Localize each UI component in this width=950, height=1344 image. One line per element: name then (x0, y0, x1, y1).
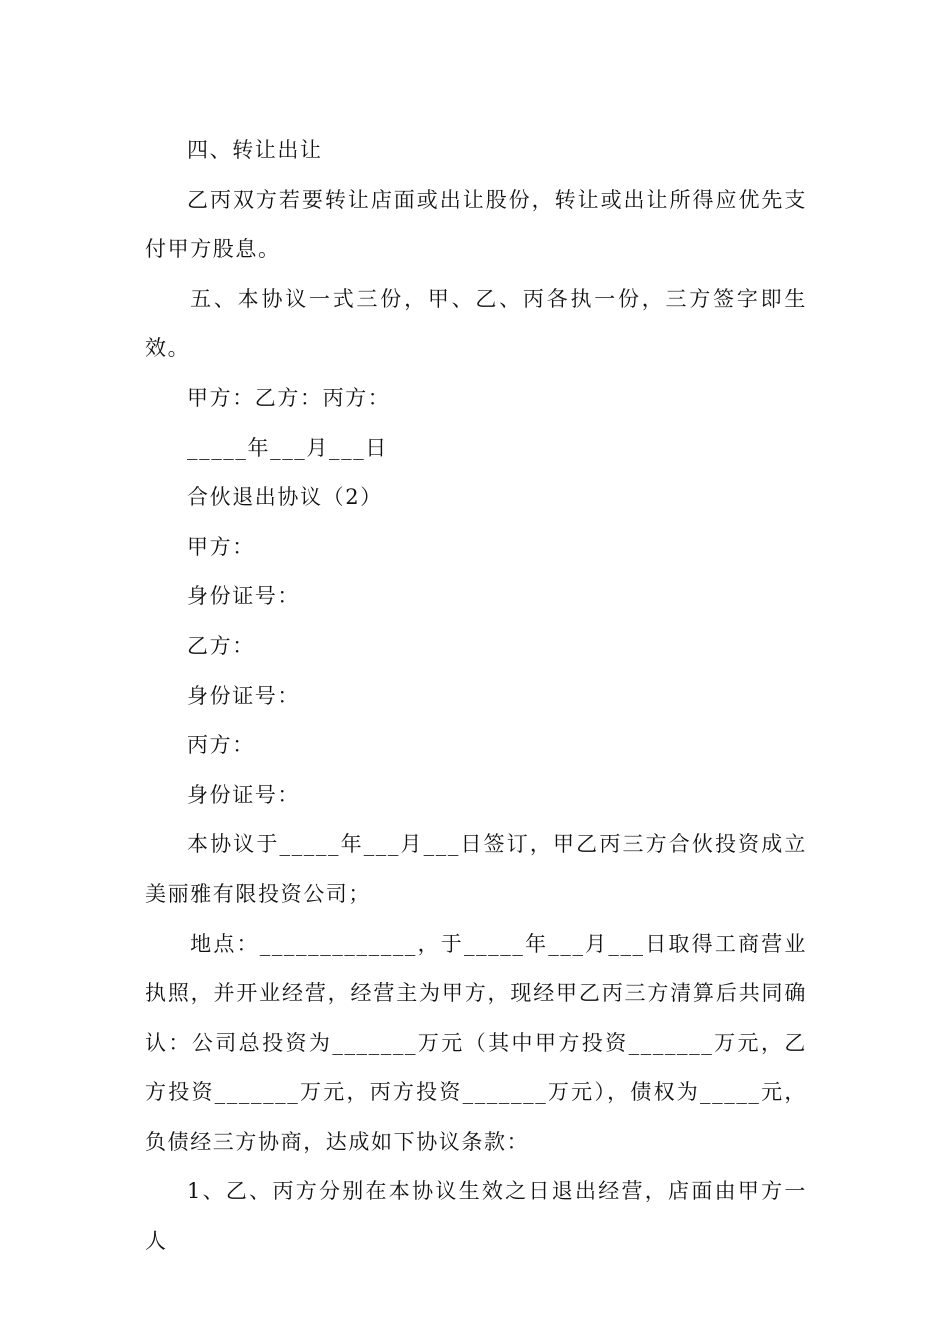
date-line: _____年___月___日 (187, 435, 388, 460)
paragraph-signing-date: 本协议于_____年___月___日签订，甲乙丙三方合伙投资成立美丽雅有限投资公司； (145, 832, 807, 906)
document-body (145, 126, 807, 1267)
paragraph-location-investment: 地点：_____________，于_____年___月___日取得工商营业执照，并开业经营，经营主为甲方，现经甲乙丙三方清算后共同确认：公司总投资为_______万元（其中甲方投资_______万元，乙方投资_______万元，丙方投资_______万元），债权为_____元，负债经三方协商，达成如下协议条款： (145, 931, 807, 1154)
signature-parties-line: 甲方：乙方：丙方： (187, 385, 391, 410)
party-a-label: 甲方： (187, 534, 255, 559)
party-c-id-label: 身份证号： (187, 782, 300, 807)
party-c-label: 丙方： (187, 733, 255, 758)
paragraph-transfer-terms: 乙丙双方若要转让店面或出让股份，转让或出让所得应优先支付甲方股息。 (145, 187, 807, 262)
party-b-label: 乙方： (187, 633, 255, 658)
party-b-id-label: 身份证号： (187, 683, 300, 708)
section-heading-transfer: 四、转让出让 (187, 138, 323, 162)
clause-1: 1、乙、丙方分别在本协议生效之日退出经营，店面由甲方一人 (145, 1179, 807, 1254)
paragraph-copies-clause: 五、本协议一式三份，甲、乙、丙各执一份，三方签字即生效。 (145, 286, 807, 361)
party-a-id-label: 身份证号： (187, 584, 300, 609)
agreement-title: 合伙退出协议（2） (187, 485, 383, 510)
